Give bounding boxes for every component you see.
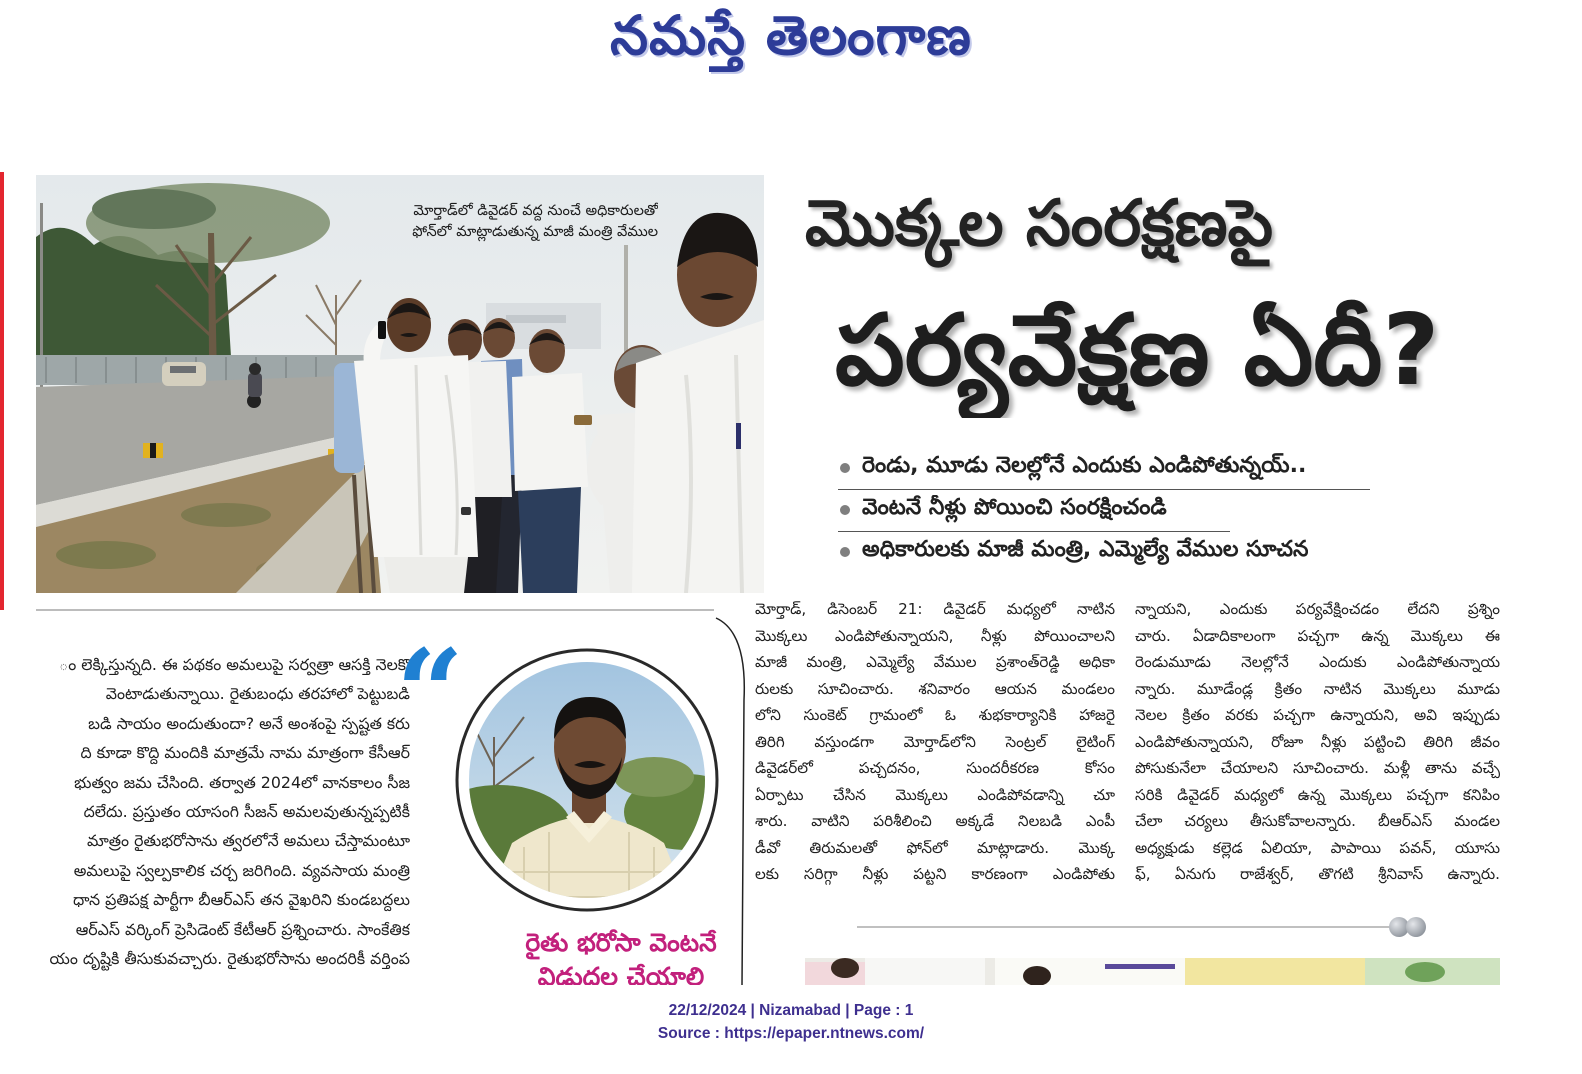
photo-caption-line: మోర్తాడ్‌లో డివైడర్ వద్ద నుంచే అధికారులతో [413,203,658,219]
photo-tree-canopy-dark [92,189,216,229]
footer-source-line: Source : https://epaper.ntnews.com/ [657,1025,925,1042]
strip-banner-text-bar [1105,964,1175,969]
bullet-text: రెండు, మూడు నెలల్లోనే ఎందుకు ఎండిపోతున్నయ్.. [862,453,1307,478]
article-line: రులకు సూచించారు. శనివారం ఆయన మండలం [755,679,1115,698]
article-column-2 [1135,596,1500,888]
news-photo [36,175,764,593]
side-story-line-text: ది కూడా కొద్ది మందికి మాత్రమే నామ మాత్రంగా కేసీఆర్ [80,743,410,763]
side-story-line [0,768,410,797]
article-line: నెలల క్రితం వరకు పచ్చగా ఉన్నాయని, అవి ఇప్పుడు [1135,706,1500,724]
strip-person-head [831,958,859,978]
article-line: ఏర్పాటు చేసిన మొక్కలు ఎండిపోవడాన్ని చూ [755,785,1115,804]
bullet-text: అధికారులకు మాజీ మంత్రి, ఎమ్మెల్యే వేముల సూచన [862,537,1309,562]
side-story-line-text: అమలుపై స్వల్పకాలిక చర్చ జరిగింది. వ్యవసాయ మంత్రి [73,860,410,880]
article-line: సరికి డివైడర్ మధ్యలో ఉన్న మొక్కలు పచ్చగా కనిపిం [1135,785,1500,804]
article-line: డివైడర్‌లో పచ్చదనం, సుందరీకరణ కోసం [755,759,1115,777]
photo-person-1-pants [384,557,468,593]
photo-caption [336,201,658,243]
portrait-caption [486,926,756,985]
photo-person-4-pants [518,487,581,593]
portrait-bush-back [614,757,694,797]
photo-person-4-phone [574,415,592,425]
article-line: ఫ్, ఏనుగు రాజేశ్వర్, తొగటి శ్రీనివాస్ ఉన్నారు. [1135,865,1500,883]
strip-banner-yellow [1185,958,1365,985]
article-line: డీవో తిరుమలతో ఫోన్‌లో మాట్లాడారు. మొక్క [755,838,1115,857]
photo-building-window [506,315,566,323]
photo-road-marker-left-stripe [150,443,156,458]
article-line: పోసుకునేలా చేయాలని సూచించారు. మళ్లీ తాను వచ్చే [1135,759,1500,777]
article-line: చేలా చర్యలు తీసుకోవాలన్నారు. బీఆర్ఎస్ మండల [1135,812,1500,830]
bullet-text: వెంటనే నీళ్లు పోయించి సంరక్షించండి [862,495,1167,520]
photo-person-1-watch [461,507,471,515]
portrait-caption-line-1: రైతు భరోసా వెంటనే [525,928,717,957]
separator-dots-icon [1406,917,1426,937]
side-story-line [0,885,410,914]
photo-car [162,362,206,386]
side-story-line-text: భుత్వం జమ చేసింది. తర్వాత 2024లో వానకాలం సీజ [74,772,410,792]
photo-person-6-shirt [632,320,764,593]
bullet-dot-icon [840,463,850,473]
side-story-line [0,826,410,855]
side-story-line-text: బడి సాయం అందుతుందా? అనే అంశంపై స్పష్టత కరు [88,713,410,733]
photo-motorcycle-rider-head [249,363,261,375]
side-story-line [0,738,410,767]
photo-person-6-pen [736,423,741,449]
side-story-line-text: ఆర్ఎస్ వర్కింగ్ ప్రెసిడెంట్ కేటీఆర్ ప్రశ్నించారు. సాంకేతిక [75,919,410,939]
portrait-photo-scene [454,647,720,913]
masthead-title: నమస్తే తెలంగాణ [610,4,972,67]
side-story-line [0,915,410,944]
strip-banner-emblem [1405,962,1445,982]
bullet-dot-icon [840,505,850,515]
photo-person-4-shirt [512,373,588,491]
portrait-caption-line-2: విడుదల చేయాలి [537,962,705,985]
side-story-line [0,944,410,973]
photo-person-1-phone [378,321,386,339]
article-line: న్నారు. మూడేండ్ల క్రితం నాటిన మొక్కలు మూడు [1135,679,1500,698]
article-line: చారు. ఏడాదికాలంగా పచ్చగా ఉన్న మొక్కలు ఈ [1135,626,1500,645]
photo-caption-line: ఫోన్‌లో మాట్లాడుతున్న మాజీ మంత్రి వేముల [412,224,658,240]
side-story-line-text: వెంటాడుతున్నాయి. రైతుబంధు తరహాలో పెట్టుబడి [105,684,410,704]
article-column-1 [755,596,1115,888]
side-story-line [0,797,410,826]
highlight-bullet [838,532,1398,572]
portrait-image [454,647,720,913]
article-line: రెండుమూడు నెలల్లోనే ఎందుకు ఎండిపోతున్నాయ [1135,653,1500,671]
side-story-line-text: ధాన ప్రతిపక్ష పార్టీగా బీఆర్ఎస్ తన వైఖరిని కుండబద్దలు [73,890,410,910]
article-line: శారు. వాటిని పరిశీలించి అక్కడే నిలబడి ఎంపీ [755,812,1115,830]
article-line: లకు సరిగ్గా నీళ్లు పట్టని కారణంగా ఎండిపోతు [755,865,1115,883]
article-line: ఎండిపోతున్నాయని, రోజూ నీళ్లు పట్టించి తిరిగి జీవం [1135,732,1500,751]
next-story-photo-strip [805,958,1500,985]
photo-median-shrub [56,541,156,569]
photo-car-window [170,366,196,373]
side-story-line [0,679,410,708]
side-story-line [0,856,410,885]
portrait-photo [454,647,720,913]
highlight-bullet [838,490,1398,530]
side-story-line-text: యం దృష్టికి తీసుకువచ్చారు. రైతుభరోసాను అందరికీ వర్తింప [49,948,410,968]
side-story-line-text: ం లెక్కిస్తున్నది. ఈ పథకం అమలుపై సర్వత్రా ఆసక్తి నెలకొ [59,655,410,674]
footer-date-line: 22/12/2024 | Nizamabad | Page : 1 [668,1002,914,1019]
strip-person-white [865,958,985,985]
headline-line-2: పర్యవేక్షణ ఏదీ? [835,294,1440,408]
article-line: మొక్కలు ఎండిపోతున్నాయని, నీళ్లు పోయించాలని [755,626,1115,645]
next-story-photo-scene [805,958,1500,985]
side-story-line-text: మాత్రం రైతుభరోసాను త్వరలోనే అమలు చేస్తామంటూ [86,831,410,851]
article-line: మోర్తాడ్, డిసెంబర్ 21: డివైడర్ మధ్యలో నాటిన [755,600,1115,618]
photo-motorcycle-rider [248,373,262,397]
side-story-line [0,709,410,738]
article-line: లోని సుంకెట్ గ్రామంలో ఓ శుభకార్యానికి హాజరై [755,706,1115,724]
headline-line-1: మొక్కల సంరక్షణపై [805,187,1273,261]
side-story-line [0,650,410,679]
photo-light-pole [624,245,628,355]
bullet-dot-icon [840,547,850,557]
photo-median-shrub [181,503,271,527]
article-line: న్నాయని, ఎందుకు పర్యవేక్షించడం లేదని ప్రశ్నిం [1135,600,1500,618]
side-story-line-text: దలేదు. ప్రస్తుతం యాసంగి సీజన్ అమలవుతున్నప్పటికీ [83,801,410,821]
highlight-bullet [838,448,1398,488]
article-line: అధ్యక్షుడు కల్లెడ ఏలియా, పాపాయి పవన్, యూసు [1135,838,1500,857]
article-line: తిరిగి వస్తుండగా మోర్తాడ్‌లోని సెంట్రల్ లైటింగ్ [755,732,1115,751]
side-story-text [0,650,410,980]
strip-banner [995,958,1185,985]
quote-mark-icon: “ [396,628,464,723]
article-line: మాజీ మంత్రి, ఎమ్మెల్యే వేముల ప్రశాంత్‌రెడ్డి అధికా [755,653,1115,671]
accent-bar [0,172,4,610]
separator-dots-icon [1389,917,1409,937]
